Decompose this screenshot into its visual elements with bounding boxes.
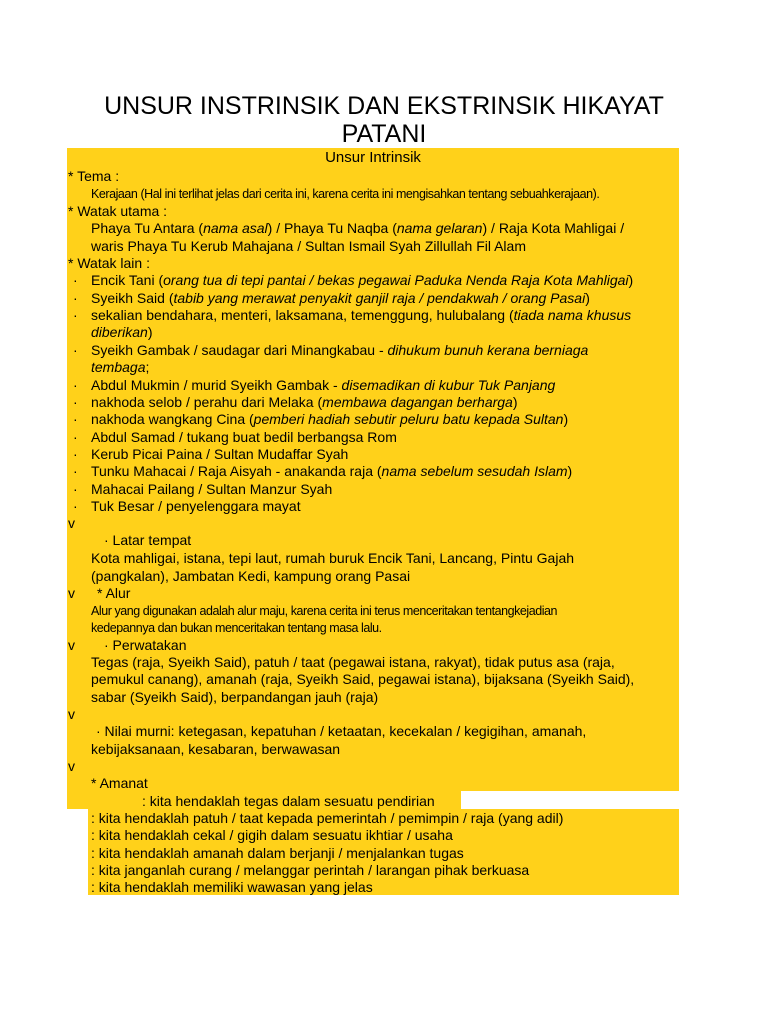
watak-lain-item: Mahacai Pailang / Sultan Manzur Syah xyxy=(91,481,333,497)
watak-utama-line-2: waris Phaya Tu Kerub Mahajana / Sultan Ismail Syah Zillullah Fil Alam xyxy=(91,238,526,254)
watak-lain-item-cont: tembaga; xyxy=(91,359,150,375)
nilai-line-2: kebijaksanaan, kesabaran, berwawasan xyxy=(91,741,341,757)
nilai-line-1: · Nilai murni: ketegasan, kepatuhan / ketaatan, kecekalan / kegigihan, amanah, xyxy=(96,723,587,739)
perwatakan-line-3: sabar (Syeikh Said), berpandangan jauh (raja) xyxy=(91,689,379,705)
alur-label: * Alur xyxy=(97,585,131,601)
list-bullet: · xyxy=(73,272,78,288)
watak-lain-item: Abdul Samad / tukang buat bedil berbangsa Rom xyxy=(91,429,397,445)
list-bullet: · xyxy=(73,342,78,358)
v-marker: v xyxy=(68,706,75,722)
watak-lain-item: sekalian bendahara, menteri, laksamana, temenggung, hulubalang (tiada nama khusus xyxy=(91,307,632,323)
perwatakan-line-1: Tegas (raja, Syeikh Said), patuh / taat (pegawai istana, rakyat), tidak putus asa (raja, xyxy=(91,654,615,670)
list-bullet: · xyxy=(73,463,78,479)
list-bullet: · xyxy=(73,290,78,306)
list-bullet: · xyxy=(73,411,78,427)
amanat-item: : kita janganlah curang / melanggar perintah / larangan pihak berkuasa xyxy=(91,862,530,878)
title-line-2: PATANI xyxy=(341,120,427,148)
watak-lain-item: Tuk Besar / penyelenggara mayat xyxy=(91,498,301,514)
v-marker: v xyxy=(68,515,75,531)
tema-label: * Tema : xyxy=(68,168,120,184)
list-bullet: · xyxy=(73,307,78,323)
perwatakan-line-2: pemukul canang), amanah (raja, Syeikh Said, pegawai istana), bijaksana (Syeikh Said), xyxy=(91,671,635,687)
watak-lain-item: Syeikh Gambak / saudagar dari Minangkabau - dihukum bunuh kerana berniaga xyxy=(91,342,589,358)
watak-lain-item: Abdul Mukmin / murid Syeikh Gambak - disemadikan di kubur Tuk Panjang xyxy=(91,377,556,393)
list-bullet: · xyxy=(73,377,78,393)
watak-lain-item: Encik Tani (orang tua di tepi pantai / bekas pegawai Paduka Nenda Raja Kota Mahligai) xyxy=(91,272,634,288)
list-bullet: · xyxy=(73,498,78,514)
latar-line-1: Kota mahligai, istana, tepi laut, rumah buruk Encik Tani, Lancang, Pintu Gajah xyxy=(91,550,575,566)
watak-lain-item: Tunku Mahacai / Raja Aisyah - anakanda raja (nama sebelum sesudah Islam) xyxy=(91,463,573,479)
list-bullet: · xyxy=(73,446,78,462)
watak-utama-label: * Watak utama : xyxy=(68,203,168,219)
amanat-item: : kita hendaklah patuh / taat kepada pemerintah / pemimpin / raja (yang adil) xyxy=(91,810,564,826)
amanat-item: : kita hendaklah amanah dalam berjanji / menjalankan tugas xyxy=(91,845,464,861)
watak-lain-label: * Watak lain : xyxy=(68,255,150,271)
watak-lain-item: Kerub Picai Paina / Sultan Mudaffar Syah xyxy=(91,446,349,462)
alur-line-1: Alur yang digunakan adalah alur maju, karena cerita ini terus menceritakan tentangkejadian xyxy=(91,604,558,618)
amanat-item: : kita hendaklah cekal / gigih dalam sesuatu ikhtiar / usaha xyxy=(91,827,453,843)
alur-line-2: kedepannya dan bukan menceritakan tentang masa lalu. xyxy=(91,621,382,635)
v-marker: v xyxy=(68,637,75,653)
list-bullet: · xyxy=(73,394,78,410)
watak-lain-item-cont: diberikan) xyxy=(91,324,153,340)
list-bullet: · xyxy=(73,481,78,497)
watak-utama-line-1: Phaya Tu Antara (nama asal) / Phaya Tu Naqba (nama gelaran) / Raja Kota Mahligai / xyxy=(91,220,625,236)
latar-label: · Latar tempat xyxy=(104,532,192,548)
watak-lain-item: Syeikh Said (tabib yang merawat penyakit ganjil raja / pendakwah / orang Pasai) xyxy=(91,290,590,306)
watak-lain-item: nakhoda wangkang Cina (pemberi hadiah sebutir peluru batu kepada Sultan) xyxy=(91,411,569,427)
page-title xyxy=(60,92,708,148)
list-bullet: · xyxy=(73,429,78,445)
section-subheading: Unsur Intrinsik xyxy=(325,149,421,166)
v-marker: v xyxy=(68,758,75,774)
v-marker: v xyxy=(68,585,75,601)
title-line-1: UNSUR INSTRINSIK DAN EKSTRINSIK HIKAYAT xyxy=(104,92,664,120)
perwatakan-label: · Perwatakan xyxy=(104,637,187,653)
latar-line-2: (pangkalan), Jambatan Kedi, kampung orang Pasai xyxy=(91,568,411,584)
amanat-item: : kita hendaklah tegas dalam sesuatu pendirian xyxy=(142,793,435,809)
amanat-item: : kita hendaklah memiliki wawasan yang jelas xyxy=(91,879,373,895)
amanat-label: * Amanat xyxy=(91,775,148,791)
tema-text: Kerajaan (Hal ini terlihat jelas dari cerita ini, karena cerita ini mengisahkan tentang sebuahkerajaan). xyxy=(91,187,600,201)
watak-lain-item: nakhoda selob / perahu dari Melaka (membawa dagangan berharga) xyxy=(91,394,518,410)
